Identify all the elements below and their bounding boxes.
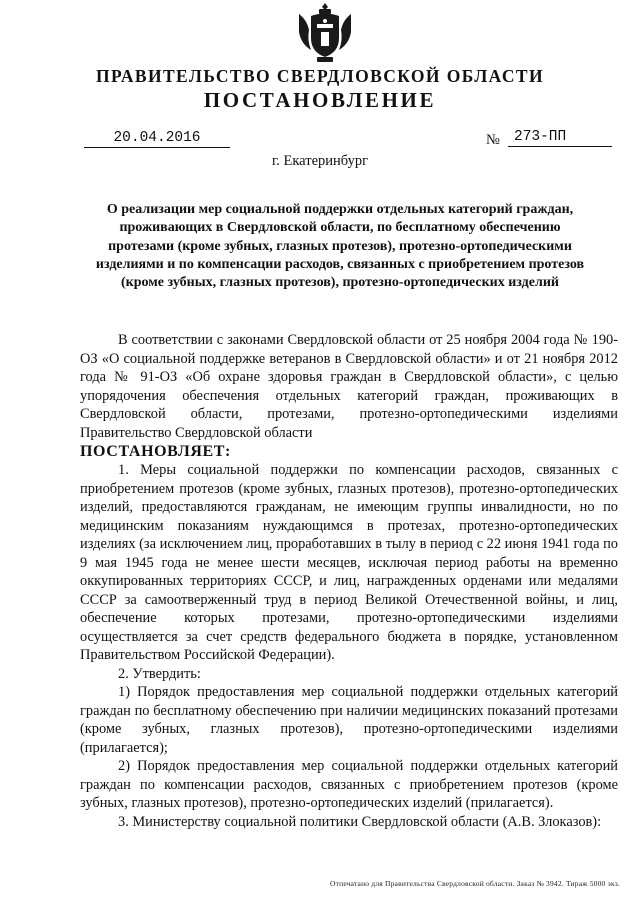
government-name: ПРАВИТЕЛЬСТВО СВЕРДЛОВСКОЙ ОБЛАСТИ [96,66,544,86]
item-3-paragraph: 3. Министерству социальной политики Свердловской области (А.В. Злоказов): [118,813,602,830]
coat-of-arms-icon [297,2,353,64]
preamble-paragraph: В соответствии с законами Свердловской области от 25 ноября 2004 года № 190-ОЗ «О социальной поддержке ветеранов в Свердловской области» и от 21 ноября 2012 года № 91-ОЗ «Об охране здоровья граждан в Свердловской области», с целью упорядочения обеспечения отдельных категорий граждан, проживающих в Свердловской области, протезами, протезно-ортопедическими изделиями Правительство Свердловской области [80,332,618,441]
item-2-paragraph: 2. Утвердить: [118,665,201,682]
document-number: 273-ПП [508,129,612,147]
document-date: 20.04.2016 [84,130,230,148]
document-body [80,331,618,831]
decree-heading: ПОСТАНОВЛЯЕТ: [80,443,231,460]
item-2-1-paragraph: 1) Порядок предоставления мер социальной поддержки отдельных категорий граждан по бесплатному обеспечению при наличии медицинских показаний протезами (кроме зубных, глазных протезов), протезно-ортопедическими изделиями (прилагается); [80,684,618,756]
document-type: ПОСТАНОВЛЕНИЕ [203,88,437,112]
city: г. Екатеринбург [271,153,369,169]
item-1-paragraph: 1. Меры социальной поддержки по компенсации расходов, связанных с приобретением протезов (кроме зубных, глазных протезов), протезно-ортопедических изделий, предоставляются гражданам, не имеющим группы инвалидности, но по медицинским показаниям нуждающимся в протезах, протезно-ортопедических изделиях (за исключением лиц, проработавших в тылу в период с 22 июня 1941 года по 9 мая 1945 года не менее шести месяцев, исключая период работы на временно оккупированных территориях СССР, и лиц, награжденных орденами или медалями СССР за самоотверженный труд в период Великой Отечественной войны, и лиц, обеспечение которых протезами, протезно-ортопедическими изделиями осуществляется за счет средств федерального бюджета в порядке, установленном Правительством Российской Федерации). [80,462,618,663]
item-2-2-paragraph: 2) Порядок предоставления мер социальной поддержки отдельных категорий граждан по компенсации расходов, связанных с приобретением протезов (кроме зубных, глазных протезов), протезно-ортопедических изделий (прилагается). [80,758,618,811]
print-footer: Отпечатано для Правительства Свердловской области. Заказ № 3942. Тираж 5000 экз. [330,879,620,888]
document-title: О реализации мер социальной поддержки отдельных категорий граждан, проживающих в Свердловской области, по бесплатному обеспечению протезами (кроме зубных, глазных протезов), протезно-ортопедическими изделиями и по компенсации расходов, связанных с приобретением протезов (кроме зубных, глазных протезов), протезно-ортопедических изделий [95,202,585,291]
number-sign: № [486,132,500,148]
